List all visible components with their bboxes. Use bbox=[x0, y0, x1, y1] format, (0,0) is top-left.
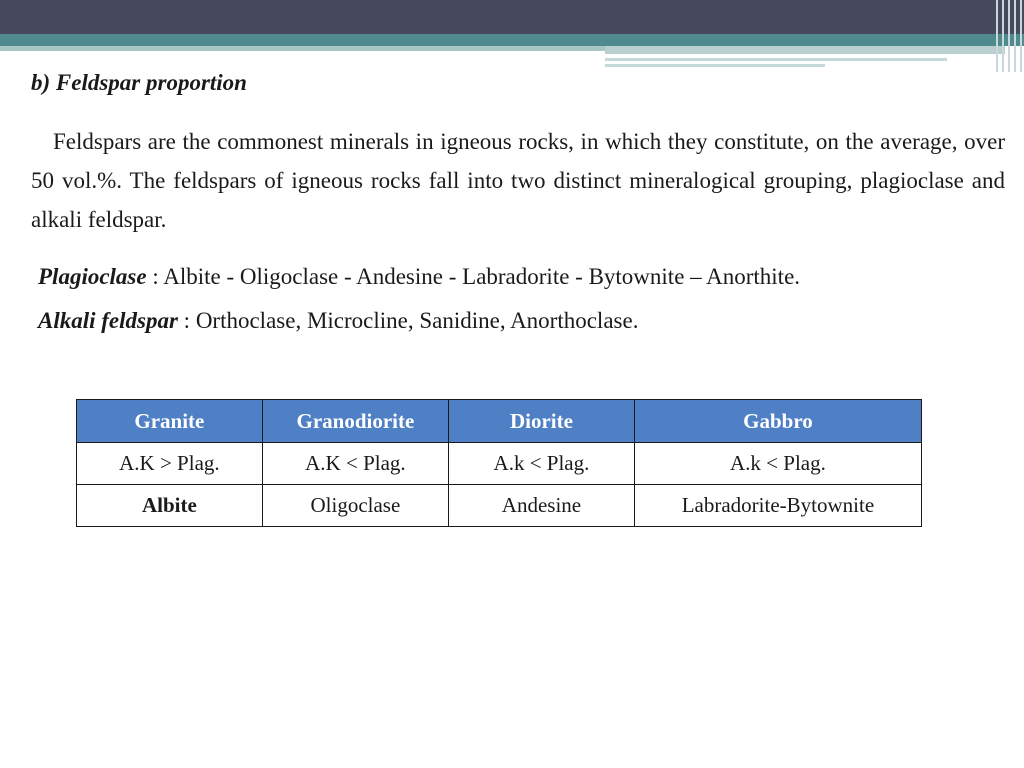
banner-accent-line bbox=[605, 58, 947, 61]
intro-paragraph: Feldspars are the commonest minerals in igneous rocks, in which they constitute, on the average, over 50 vol.%. The feldspars of igneous rocks fall into two distinct mineralogical grouping, plagioclase and alkali feldspar. bbox=[31, 129, 1005, 232]
table-cell: Oligoclase bbox=[262, 485, 448, 527]
table-cell: Albite bbox=[77, 485, 263, 527]
table-cell: A.k < Plag. bbox=[634, 443, 921, 485]
alkali-separator: : bbox=[177, 308, 196, 333]
table-header-row bbox=[77, 400, 922, 443]
table-row bbox=[77, 443, 922, 485]
banner-accent-bar bbox=[605, 46, 1005, 54]
table-cell: Labradorite-Bytownite bbox=[634, 485, 921, 527]
alkali-term: Alkali feldspar bbox=[38, 308, 178, 333]
top-banner bbox=[0, 0, 1024, 34]
table-cell: Andesine bbox=[449, 485, 635, 527]
alkali-feldspar-definition bbox=[38, 308, 638, 334]
header-granodiorite: Granodiorite bbox=[262, 400, 448, 443]
banner-accent-line bbox=[605, 64, 825, 67]
banner-accent-bar bbox=[0, 46, 605, 51]
plagioclase-members: Albite - Oligoclase - Andesine - Labradorite - Bytownite – Anorthite. bbox=[163, 264, 801, 289]
header-granite: Granite bbox=[77, 400, 263, 443]
table-cell: A.k < Plag. bbox=[449, 443, 635, 485]
alkali-members: Orthoclase, Microcline, Sanidine, Anorthoclase. bbox=[195, 308, 639, 333]
plagioclase-definition bbox=[38, 264, 800, 290]
plagioclase-term: Plagioclase bbox=[38, 264, 147, 289]
banner-decoration-lines bbox=[992, 0, 1024, 72]
table-cell: A.K < Plag. bbox=[262, 443, 448, 485]
top-banner-stripe bbox=[0, 34, 1024, 46]
rock-feldspar-table bbox=[76, 399, 922, 527]
table-row bbox=[77, 485, 922, 527]
section-heading: b) Feldspar proportion bbox=[31, 70, 247, 95]
header-diorite: Diorite bbox=[449, 400, 635, 443]
plagioclase-separator: : bbox=[146, 264, 164, 289]
header-gabbro: Gabbro bbox=[634, 400, 921, 443]
table-cell: A.K > Plag. bbox=[77, 443, 263, 485]
